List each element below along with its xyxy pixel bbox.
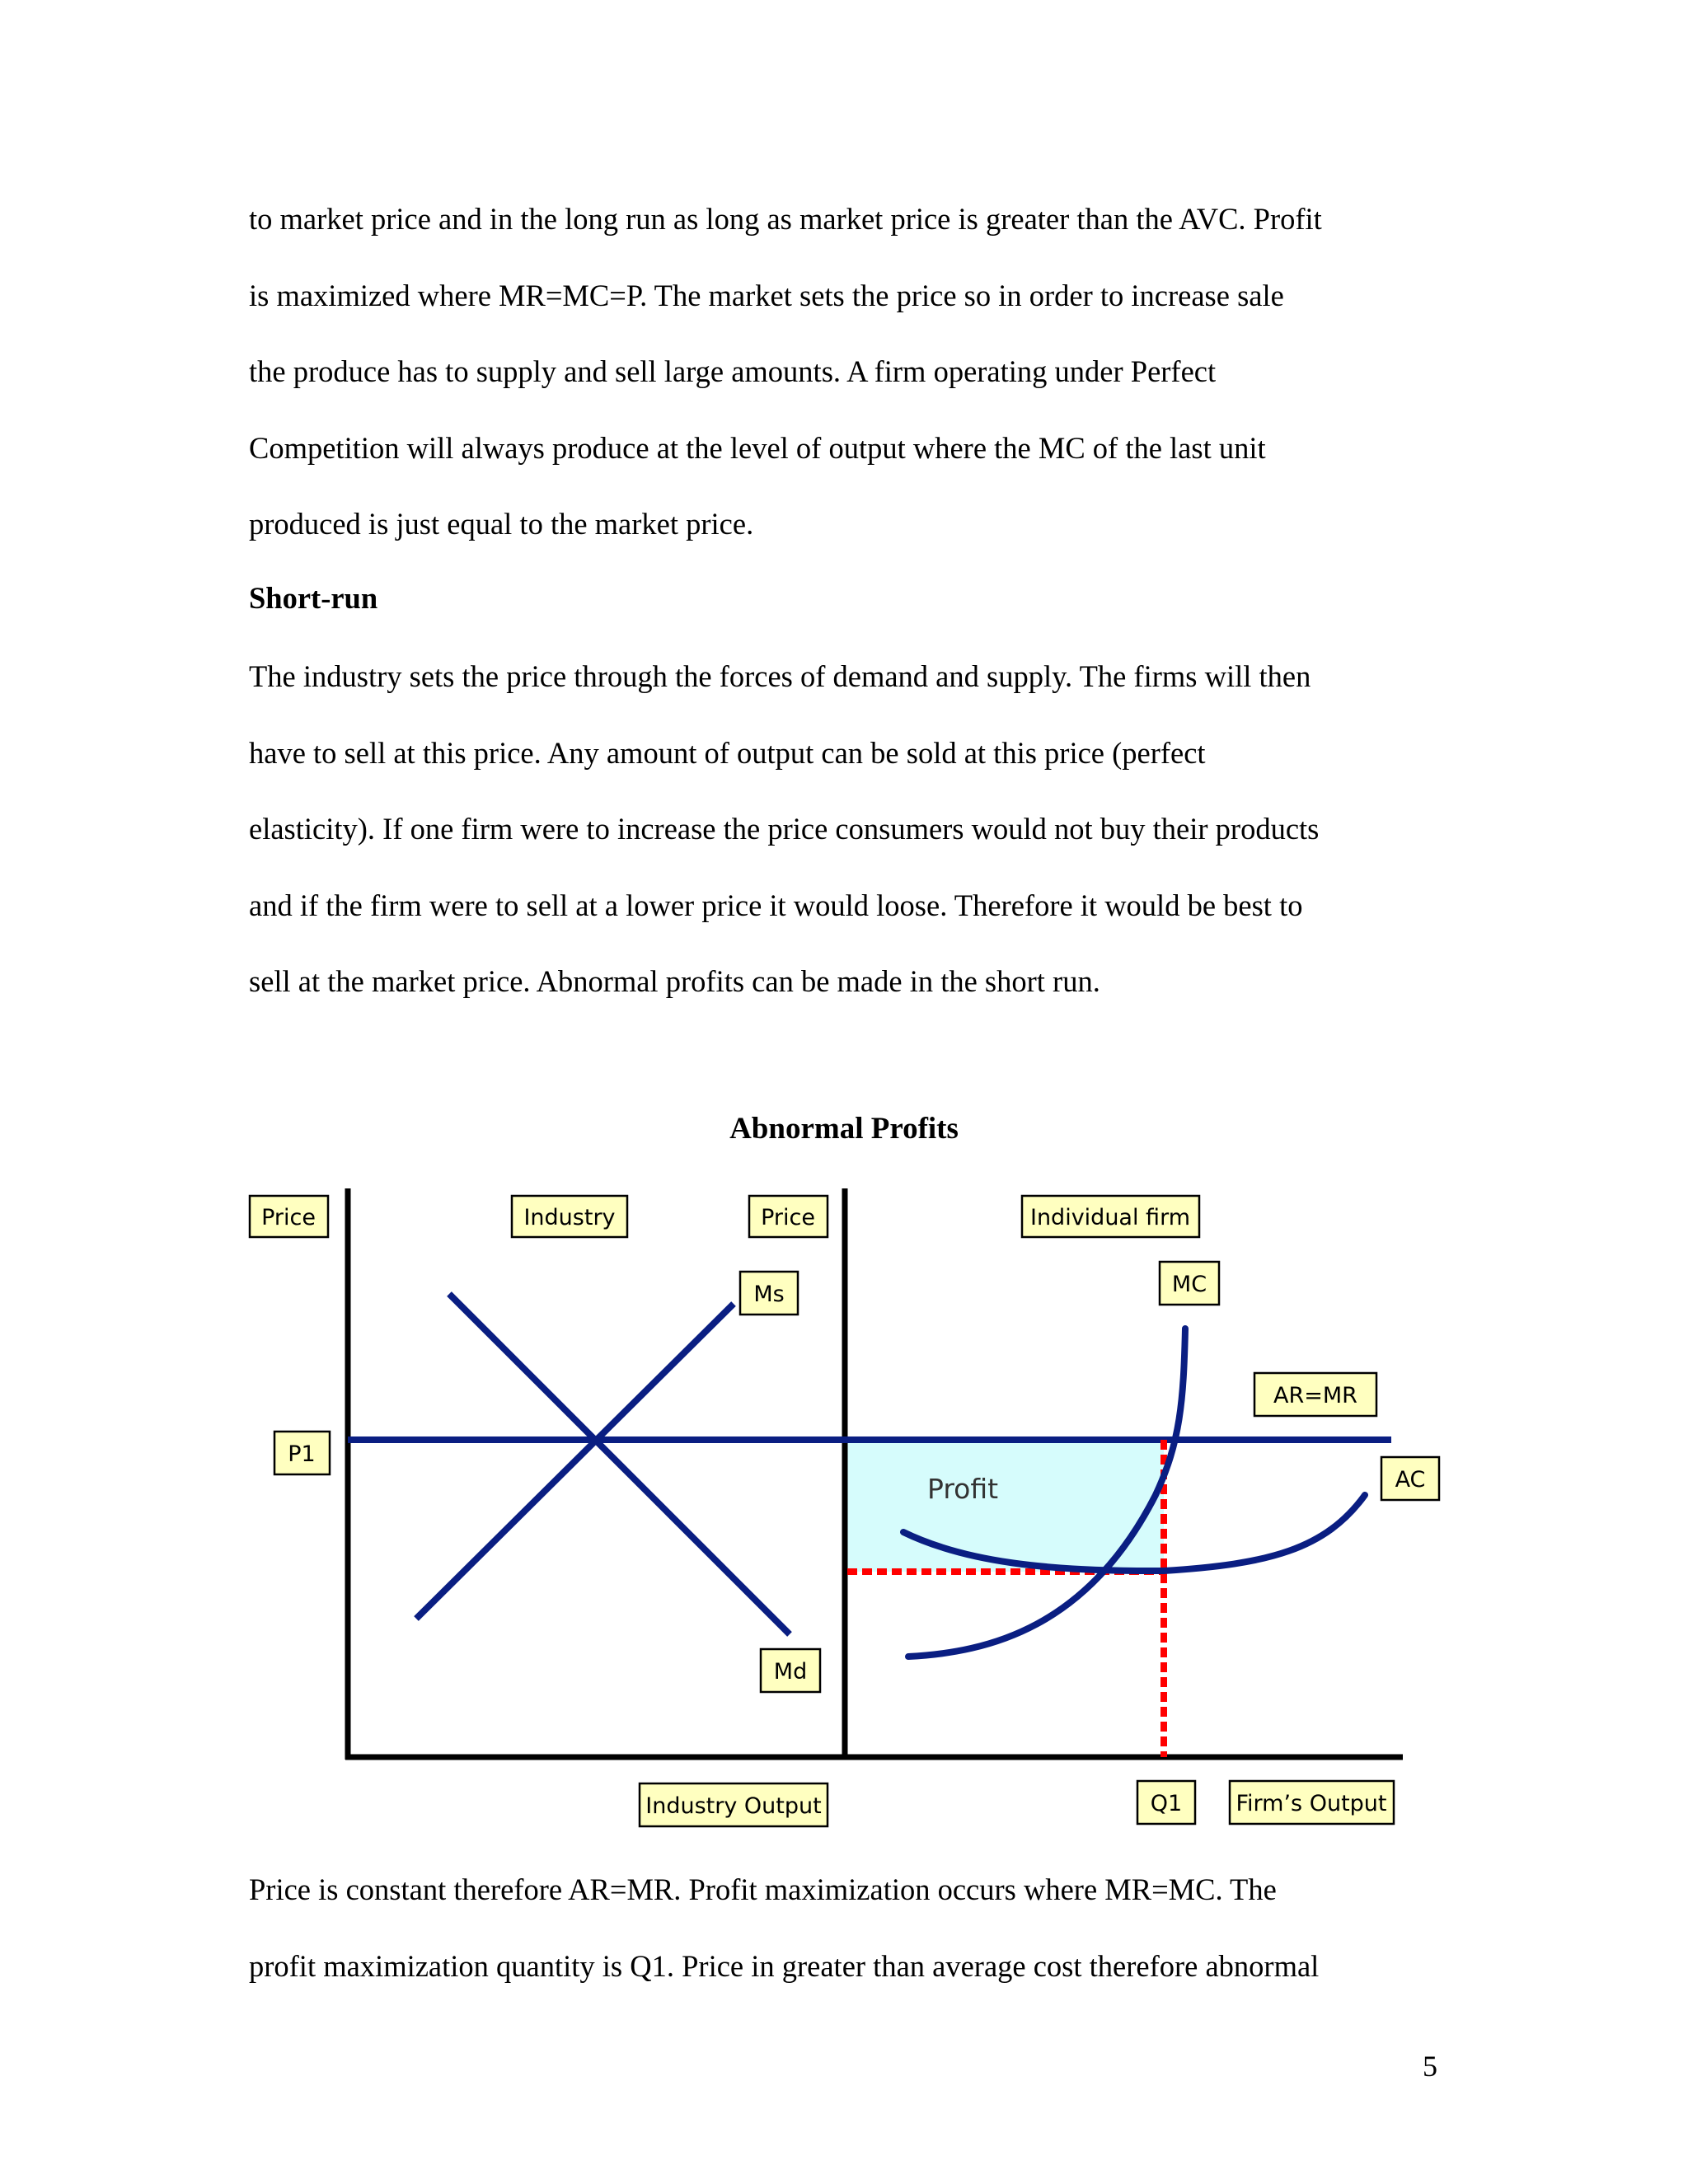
mc-label	[1160, 1262, 1219, 1305]
svg-text:P1: P1	[288, 1441, 316, 1467]
text-line: Price is constant therefore AR=MR. Profit maximization occurs where MR=MC. The	[249, 1872, 1277, 1906]
industry-output-label	[640, 1783, 828, 1826]
shortrun-paragraph	[249, 639, 1319, 1020]
ac-label	[1381, 1457, 1439, 1500]
text-line: the produce has to supply and sell large amounts. A firm operating under Perfect	[249, 354, 1217, 388]
text-line: elasticity). If one firm were to increase the price consumers would not buy their products	[249, 812, 1320, 846]
section-heading: Short-run	[249, 581, 378, 615]
text-line: Competition will always produce at the level of output where the MC of the last unit	[249, 430, 1266, 465]
intro-paragraph	[249, 181, 1322, 563]
price-label-left	[250, 1196, 328, 1237]
q1-label	[1137, 1781, 1195, 1824]
text-line: sell at the market price. Abnormal profits can be made in the short run.	[249, 964, 1100, 998]
text-line: The industry sets the price through the forces of demand and supply. The firms will then	[249, 659, 1311, 693]
text-line: profit maximization quantity is Q1. Price in greater than average cost therefore abnormal	[249, 1948, 1320, 1983]
svg-text:Individual firm: Individual firm	[1029, 1205, 1191, 1230]
demand-line	[449, 1294, 790, 1634]
svg-text:AR=MR: AR=MR	[1273, 1383, 1357, 1408]
text-line: have to sell at this price. Any amount of output can be sold at this price (perfect	[249, 735, 1206, 770]
ar-mr-label	[1254, 1373, 1376, 1416]
svg-text:AC: AC	[1395, 1467, 1426, 1493]
svg-text:Price: Price	[261, 1205, 316, 1230]
text-line: produced is just equal to the market price.	[249, 507, 754, 541]
page-number: 5	[1423, 2050, 1437, 2083]
supply-line	[416, 1304, 734, 1619]
ms-label	[740, 1272, 798, 1315]
text-line: is maximized where MR=MC=P. The market sets the price so in order to increase sale	[249, 278, 1284, 312]
svg-text:Q1: Q1	[1150, 1791, 1183, 1816]
industry-label	[512, 1196, 627, 1237]
individual-firm-label	[1022, 1196, 1199, 1237]
profit-label: Profit	[927, 1473, 999, 1505]
svg-text:MC: MC	[1171, 1272, 1207, 1297]
abnormal-profits-diagram	[239, 1179, 1451, 1838]
figure-title: Abnormal Profits	[729, 1112, 959, 1146]
p1-label	[274, 1432, 330, 1474]
svg-text:Firm’s Output: Firm’s Output	[1236, 1791, 1387, 1816]
md-label	[761, 1649, 820, 1692]
svg-text:Md: Md	[773, 1659, 808, 1685]
svg-text:Industry Output: Industry Output	[645, 1793, 822, 1819]
svg-text:Ms: Ms	[753, 1282, 785, 1307]
firms-output-label	[1230, 1781, 1394, 1824]
text-line: and if the firm were to sell at a lower price it would loose. Therefore it would be best to	[249, 888, 1303, 922]
svg-text:Industry: Industry	[523, 1205, 616, 1230]
closing-paragraph	[249, 1852, 1319, 2004]
text-line: to market price and in the long run as long as market price is greater than the AVC. Profit	[249, 202, 1322, 236]
svg-text:Price: Price	[761, 1205, 815, 1230]
price-label-right	[749, 1196, 828, 1237]
